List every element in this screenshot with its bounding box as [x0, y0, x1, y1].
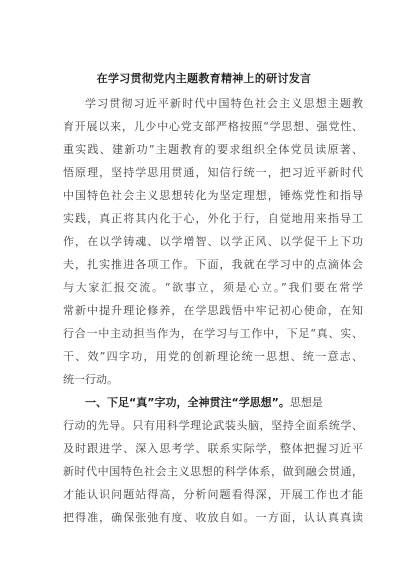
document-title: 在学习贯彻党内主题教育精神上的研讨发言: [96, 72, 312, 85]
section-1-heading: 一、下足“真”字功，全神贯注“学思想”。: [85, 396, 290, 409]
paragraph-1-line-8: 夫，扎实推进各项工作。下面，我就在学习中的点滴体会: [63, 258, 363, 271]
section-1-first-line: [63, 391, 363, 414]
paragraph-1-line-11: 行合一中主动担当作为，在学习与工作中，下足“真、实、: [63, 327, 363, 340]
section-1-line-3: 及时跟进学、深入思考学、联系实际学，整体把握习近平: [63, 442, 363, 455]
paragraph-1-line-13: 统一行动。: [63, 373, 118, 386]
paragraph-1-line-10: 常新中提升理论修养，在学思践悟中牢记初心使命，在知: [63, 304, 363, 317]
section-1-line-2: 行动的先导。只有用科学理论武装头脑，坚持全面系统学、: [63, 419, 363, 432]
document-body: [63, 92, 363, 529]
paragraph-1-line-4: 悟原理，坚持学思用贯通，知信行统一，把习近平新时代: [63, 166, 363, 179]
paragraph-1-line-9: 与大家汇报交流。“欲事立，须是心立。”我们要在常学: [63, 281, 363, 294]
paragraph-1-line-1: 学习贯彻习近平新时代中国特色社会主义思想主题教: [85, 97, 363, 110]
paragraph-1-line-7: 作，在以学铸魂、以学增智、以学正风、以学促干上下功: [63, 235, 363, 248]
paragraph-1-line-3: 重实践、建新功”主题教育的要求组织全体党员读原著、: [63, 143, 363, 156]
paragraph-1-line-5: 中国特色社会主义思想转化为坚定理想，锤炼党性和指导: [63, 189, 363, 202]
section-1-line-6: 把得准，确保张弛有度、收放自如。一方面，认认真真读: [63, 511, 363, 524]
section-1-first-line-rest: 思想是: [289, 396, 323, 409]
paragraph-1-line-12: 干、效”四字功，用党的创新理论统一思想、统一意志、: [63, 350, 363, 363]
section-1-line-4: 新时代中国特色社会主义思想的科学体系，做到融会贯通，: [63, 465, 363, 478]
section-1-line-5: 才能认识问题站得高，分析问题看得深，开展工作也才能: [63, 488, 363, 501]
paragraph-1-line-2: 育开展以来，儿少中心党支部严格按照“学思想、强党性、: [63, 120, 363, 133]
paragraph-1-line-6: 实践，真正将其内化于心，外化于行，自觉地用来指导工: [63, 212, 363, 225]
